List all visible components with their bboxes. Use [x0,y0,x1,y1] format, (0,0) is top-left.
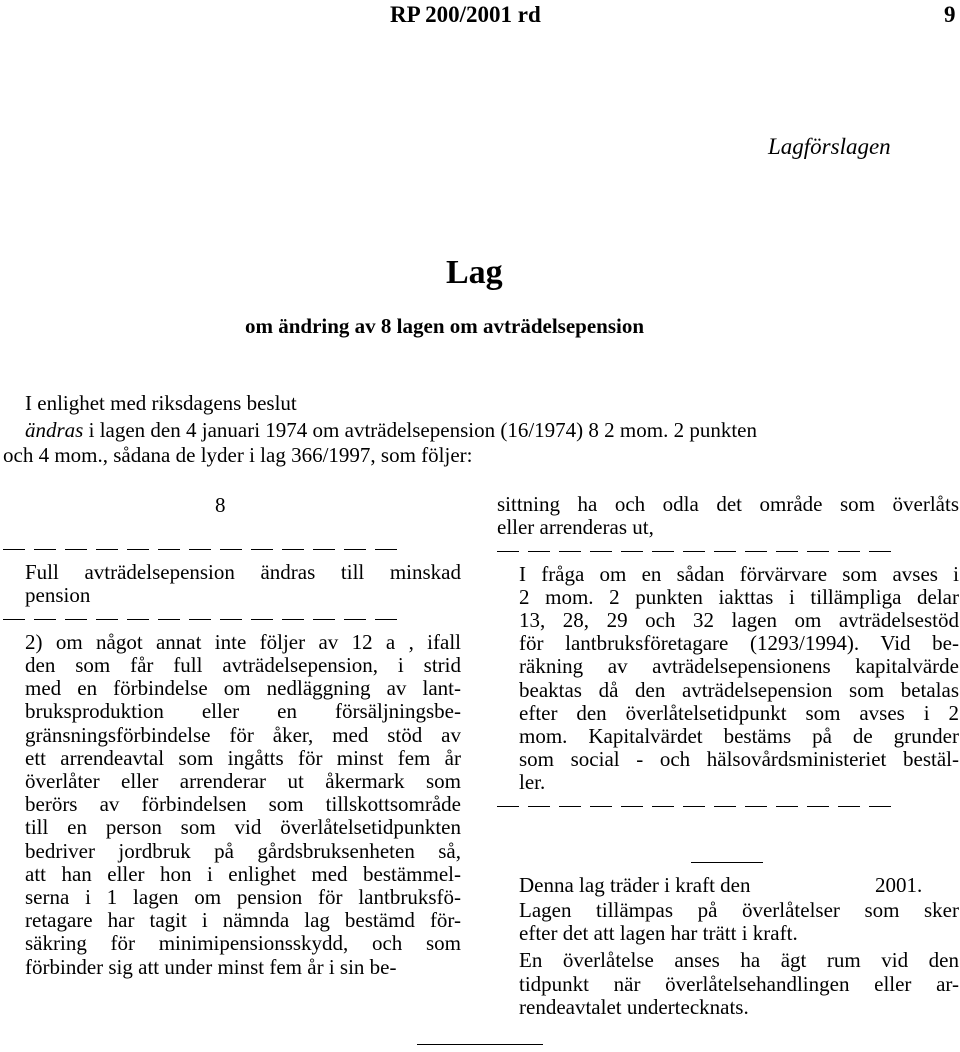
dash-mark [559,551,581,552]
dash-mark [127,619,149,620]
dash-mark [3,549,25,550]
dash-mark [220,619,242,620]
text-line: sittning ha och odla det område som överlåts [497,492,959,516]
dash-mark [65,619,87,620]
law-subtitle: om ändring av 8 lagen om avträdelsepension [245,314,645,338]
omission-dashes [497,795,959,818]
dash-mark [838,551,860,552]
entry-into-force [519,874,959,897]
section-label: Lagförslagen [768,134,891,159]
page-end-rule [417,1044,543,1045]
text-line: säkring för minimipensionsskydd, och som [25,931,461,956]
dash-mark [282,619,304,620]
dash-mark [251,549,273,550]
text-line: att han eller hon i enlighet med bestämmel- [25,861,461,886]
text-line: ett arrendeavtal som ingåtts för minst fem år [25,745,461,770]
dash-mark [807,806,829,807]
page-number: 9 [944,2,956,27]
text-line: efter det att lagen har trätt i kraft. [519,921,798,946]
dash-mark [807,551,829,552]
intro-line-3: och 4 mom., sådana de lyder i lag 366/1997, som följer: [3,443,473,467]
intro-amend-verb: ändras [25,418,84,442]
document-header-title: RP 200/2001 rd [390,2,541,27]
dash-mark [776,551,798,552]
dash-mark [344,549,366,550]
dash-mark [251,619,273,620]
dash-mark [313,549,335,550]
intro-line-2-text: i lagen den 4 januari 1974 om avträdelsepension (16/1974) 8 2 mom. 2 punkten [83,418,757,442]
text-line: En överlåtelse anses ha ägt rum vid den [519,948,959,973]
dash-mark [590,551,612,552]
dash-mark [683,806,705,807]
entry-into-force-year: 2001. [875,873,923,897]
dash-mark [745,551,767,552]
text-line: I fråga om en sådan förvärvare som avses i [519,561,959,586]
right-paragraph-2 [497,563,959,795]
left-paragraph-2 [3,631,461,979]
text-line: med en förbindelse om nedläggning av lant- [25,676,461,701]
dash-mark [838,806,860,807]
law-title: Lag [446,254,503,291]
paragraph-sign: 8 [215,493,226,517]
dash-mark [34,549,56,550]
dash-mark [652,551,674,552]
dash-mark [869,551,891,552]
text-line: 2 mom. 2 punkten iakttas i tillämpliga delar [519,584,959,609]
dash-mark [652,806,674,807]
dash-mark [528,551,550,552]
dash-mark [528,806,550,807]
separator-rule [691,862,763,863]
text-line: överlåter eller arrenderar ut åkermark som [25,769,461,793]
dash-mark [34,619,56,620]
dash-mark [590,806,612,807]
dash-mark [220,549,242,550]
text-line: gränsningsförbindelse för åker, med stöd av [25,722,461,747]
omission-dashes [3,608,461,631]
dash-mark [3,619,25,620]
intro-line-1: I enlighet med riksdagens beslut [25,391,297,415]
dash-mark [745,806,767,807]
right-transitional-block [497,899,959,1019]
dash-mark [375,619,397,620]
left-paragraph-1 [3,561,461,607]
dash-mark [96,549,118,550]
dash-mark [621,806,643,807]
dash-mark [96,619,118,620]
dash-mark [189,619,211,620]
dash-mark [776,806,798,807]
dash-mark [344,619,366,620]
text-line: räkning av avträdelsepensionens kapitalvärde [519,654,959,679]
text-line: rendeavtalet undertecknats. [519,994,749,1019]
dash-mark [375,549,397,550]
text-line: Full avträdelsepension ändras till minskad [25,560,461,585]
text-line: bruksproduktion eller en försäljningsbe- [25,699,461,724]
dash-mark [621,551,643,552]
text-line: som social - och hälsovårdsministeriet bestäl- [519,747,959,772]
text-line: tidpunkt när överlåtelsehandlingen eller ar- [519,971,959,996]
omission-dashes [497,539,959,562]
text-line: berörs av förbindelsen som tillskottsområde [25,792,461,817]
text-line: efter den överlåtelsetidpunkt som avses i 2 [519,700,959,725]
dash-mark [65,549,87,550]
text-line: för lantbruksföretagare (1293/1994). Vid be- [519,631,959,656]
dash-mark [158,619,180,620]
text-line: eller arrenderas ut, [497,515,654,540]
right-paragraph-1 [497,493,959,539]
right-column [497,493,959,818]
text-line: beaktas då den avträdelsepension som betalas [519,677,959,702]
right-paragraph-4 [497,899,959,945]
dash-mark [869,806,891,807]
text-line: retagare har tagit i nämnda lag bestämd för- [25,908,461,933]
dash-mark [127,549,149,550]
dash-mark [714,551,736,552]
left-column [3,538,461,979]
dash-mark [559,806,581,807]
dash-mark [189,549,211,550]
text-line: ler. [519,770,546,795]
text-line: 2) om något annat inte följer av 12 a , ifall [25,629,461,654]
dash-mark [714,806,736,807]
text-line: 13, 28, 29 och 32 lagen om avträdelsestöd [519,608,959,632]
text-line: den som får full avträdelsepension, i strid [25,652,461,677]
text-line: till en person som vid överlåtelsetidpunkten [25,815,461,840]
intro-line-2 [25,418,757,443]
entry-into-force-text: Denna lag träder i kraft den [519,873,751,897]
text-line: förbinder sig att under minst fem år i sin be- [25,954,397,979]
dash-mark [497,551,519,552]
dash-mark [683,551,705,552]
right-paragraph-5 [497,949,959,1019]
text-line: pension [25,583,91,608]
text-line: mom. Kapitalvärdet bestäms på de grunder [519,724,959,749]
dash-mark [282,549,304,550]
dash-mark [158,549,180,550]
dash-mark [497,806,519,807]
text-line: bedriver jordbruk på gårdsbruksenheten så, [25,838,461,863]
dash-mark [313,619,335,620]
omission-dashes [3,538,461,561]
text-line: Lagen tillämpas på överlåtelser som sker [519,898,959,922]
text-line: serna i 1 lagen om pension för lantbruksfö- [25,885,461,910]
